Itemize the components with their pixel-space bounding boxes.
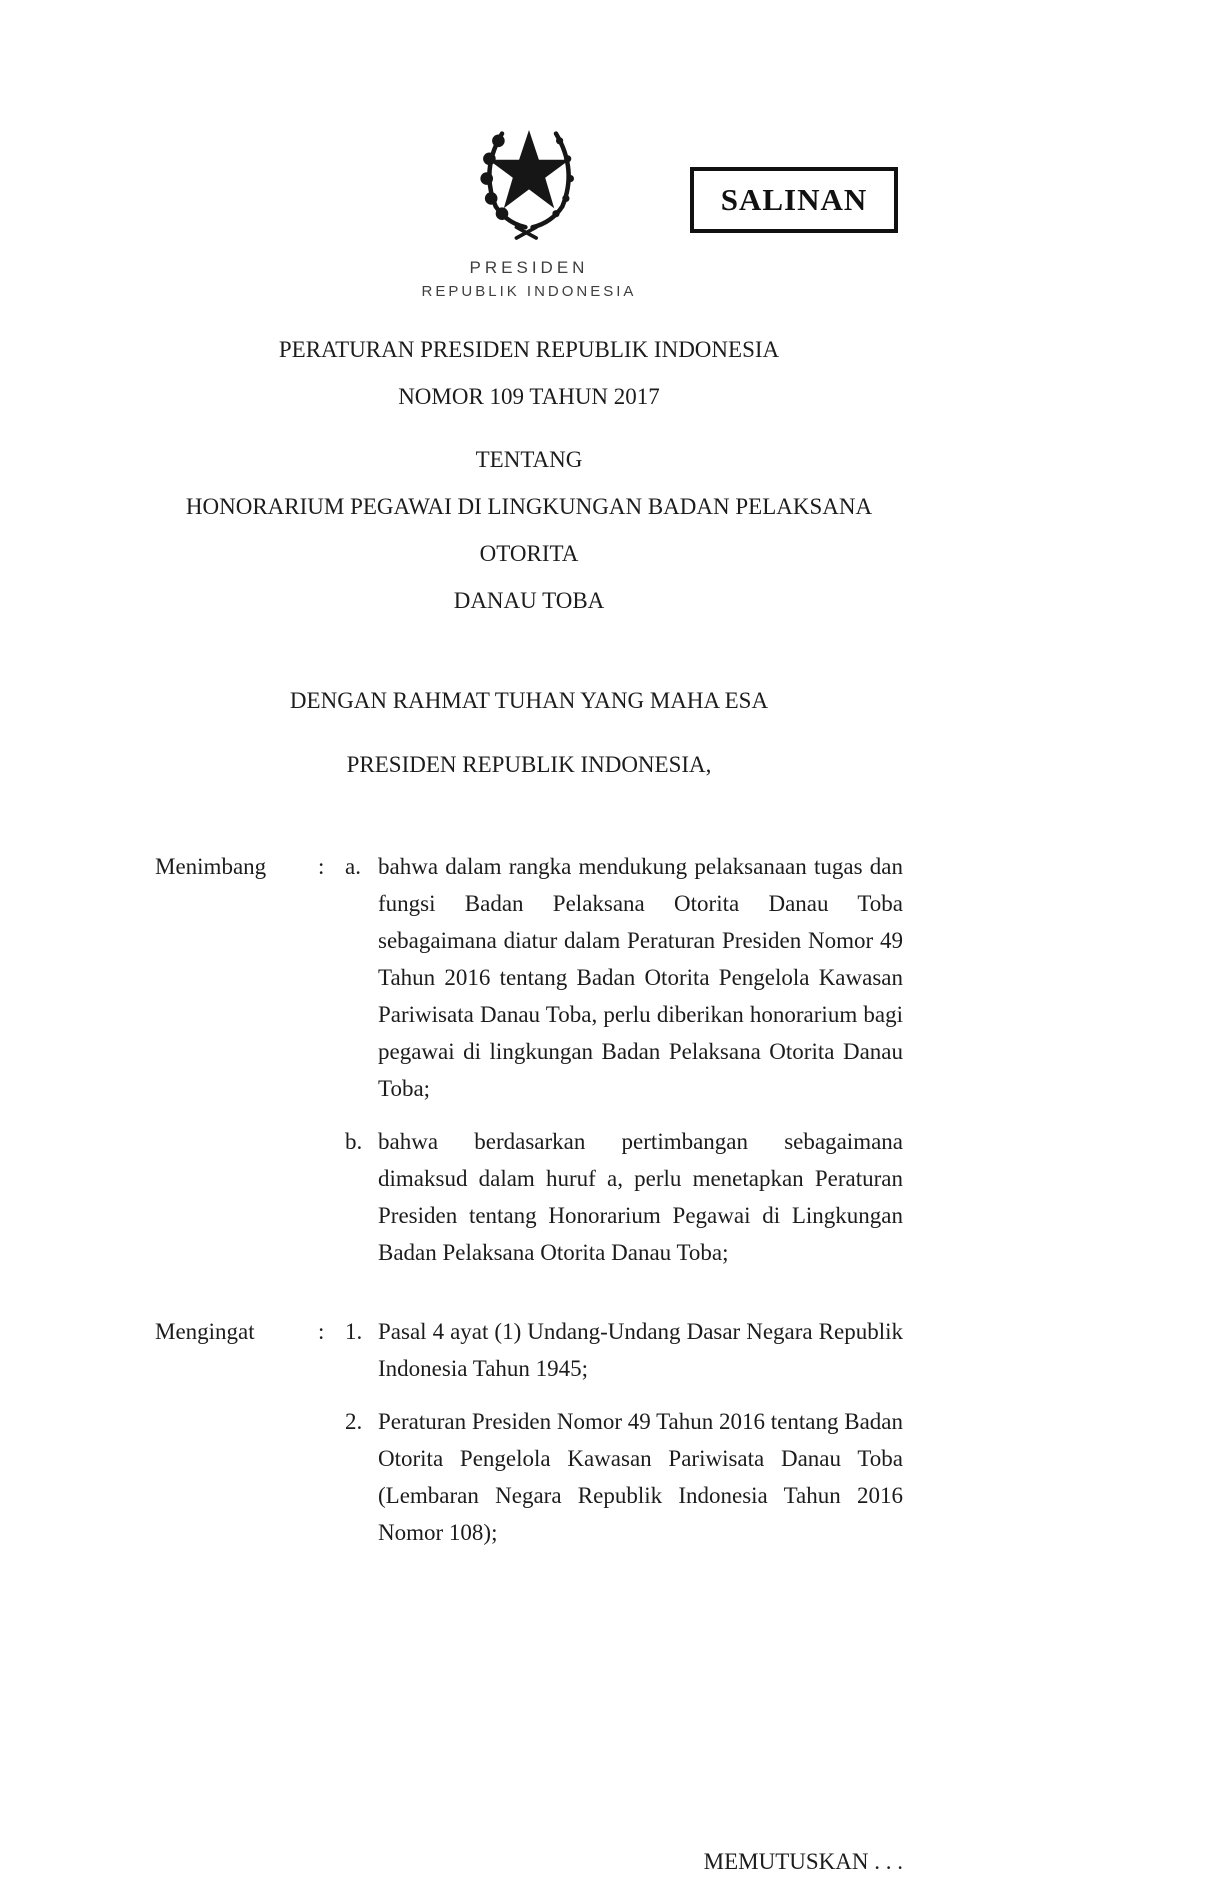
recalling-section: [155, 1313, 903, 1551]
salinan-stamp-label: SALINAN: [720, 182, 868, 217]
recalling-item-2-marker: 2.: [345, 1409, 363, 1434]
letterhead-line1: PRESIDEN: [469, 258, 589, 277]
title-block: [155, 326, 903, 624]
letterhead: [155, 258, 903, 300]
recalling-item-1-text: Pasal 4 ayat (1) Undang-Undang Dasar Negara Republik Indonesia Tahun 1945;: [378, 1319, 903, 1381]
considering-item-a: [345, 848, 903, 1107]
regulation-number: NOMOR 109 TAHUN 2017: [398, 384, 660, 409]
considering-label: Menimbang: [155, 854, 267, 879]
recalling-separator: :: [318, 1319, 325, 1344]
considering-item-b-marker: b.: [345, 1129, 363, 1154]
considering-item-a-text: bahwa dalam rangka mendukung pelaksanaan tugas dan fungsi Badan Pelaksana Otorita Danau Toba sebagaimana diatur dalam Peraturan Presiden Nomor 49 Tahun 2016 tentang Badan Otorita Pengelola Kawasan Pariwisata Danau Toba, perlu diberikan honorarium bagi pegawai di lingkungan Badan Pelaksana Otorita Danau Toba;: [378, 854, 903, 1101]
regulation-subject-line1: HONORARIUM PEGAWAI DI LINGKUNGAN BADAN PELAKSANA OTORITA: [185, 494, 873, 566]
letterhead-line2: REPUBLIK INDONESIA: [421, 283, 637, 300]
considering-item-a-marker: a.: [345, 854, 361, 879]
considering-separator: :: [318, 854, 325, 879]
considering-row: [155, 848, 903, 1271]
catchword-memutuskan: MEMUTUSKAN . . .: [703, 1849, 903, 1874]
considering-item-b-text: bahwa berdasarkan pertimbangan sebagaimana dimaksud dalam huruf a, perlu menetapkan Peraturan Presiden tentang Honorarium Pegawai di Lingkungan Badan Pelaksana Otorita Danau Toba;: [378, 1129, 903, 1265]
recalling-item-1: [345, 1313, 903, 1387]
recalling-label: Mengingat: [155, 1319, 255, 1344]
regulation-title: PERATURAN PRESIDEN REPUBLIK INDONESIA: [278, 337, 780, 362]
document-content: [155, 0, 903, 1875]
recalling-item-1-marker: 1.: [345, 1319, 363, 1344]
regulation-subject-line2: DANAU TOBA: [453, 588, 605, 613]
presidential-emblem-icon: [466, 116, 592, 242]
recalling-item-2: [345, 1403, 903, 1551]
considering-item-b: [345, 1123, 903, 1271]
recalling-items: [345, 1313, 903, 1551]
regulation-about-label: TENTANG: [475, 447, 583, 472]
considering-items: [345, 848, 903, 1271]
authority-line: PRESIDEN REPUBLIK INDONESIA,: [346, 752, 712, 777]
recalling-row: [155, 1313, 903, 1551]
recalling-item-2-text: Peraturan Presiden Nomor 49 Tahun 2016 tentang Badan Otorita Pengelola Kawasan Pariwisata Danau Toba (Lembaran Negara Republik Indonesia Tahun 2016 Nomor 108);: [378, 1409, 903, 1545]
invocation-line: DENGAN RAHMAT TUHAN YANG MAHA ESA: [289, 688, 769, 713]
considering-section: [155, 848, 903, 1271]
